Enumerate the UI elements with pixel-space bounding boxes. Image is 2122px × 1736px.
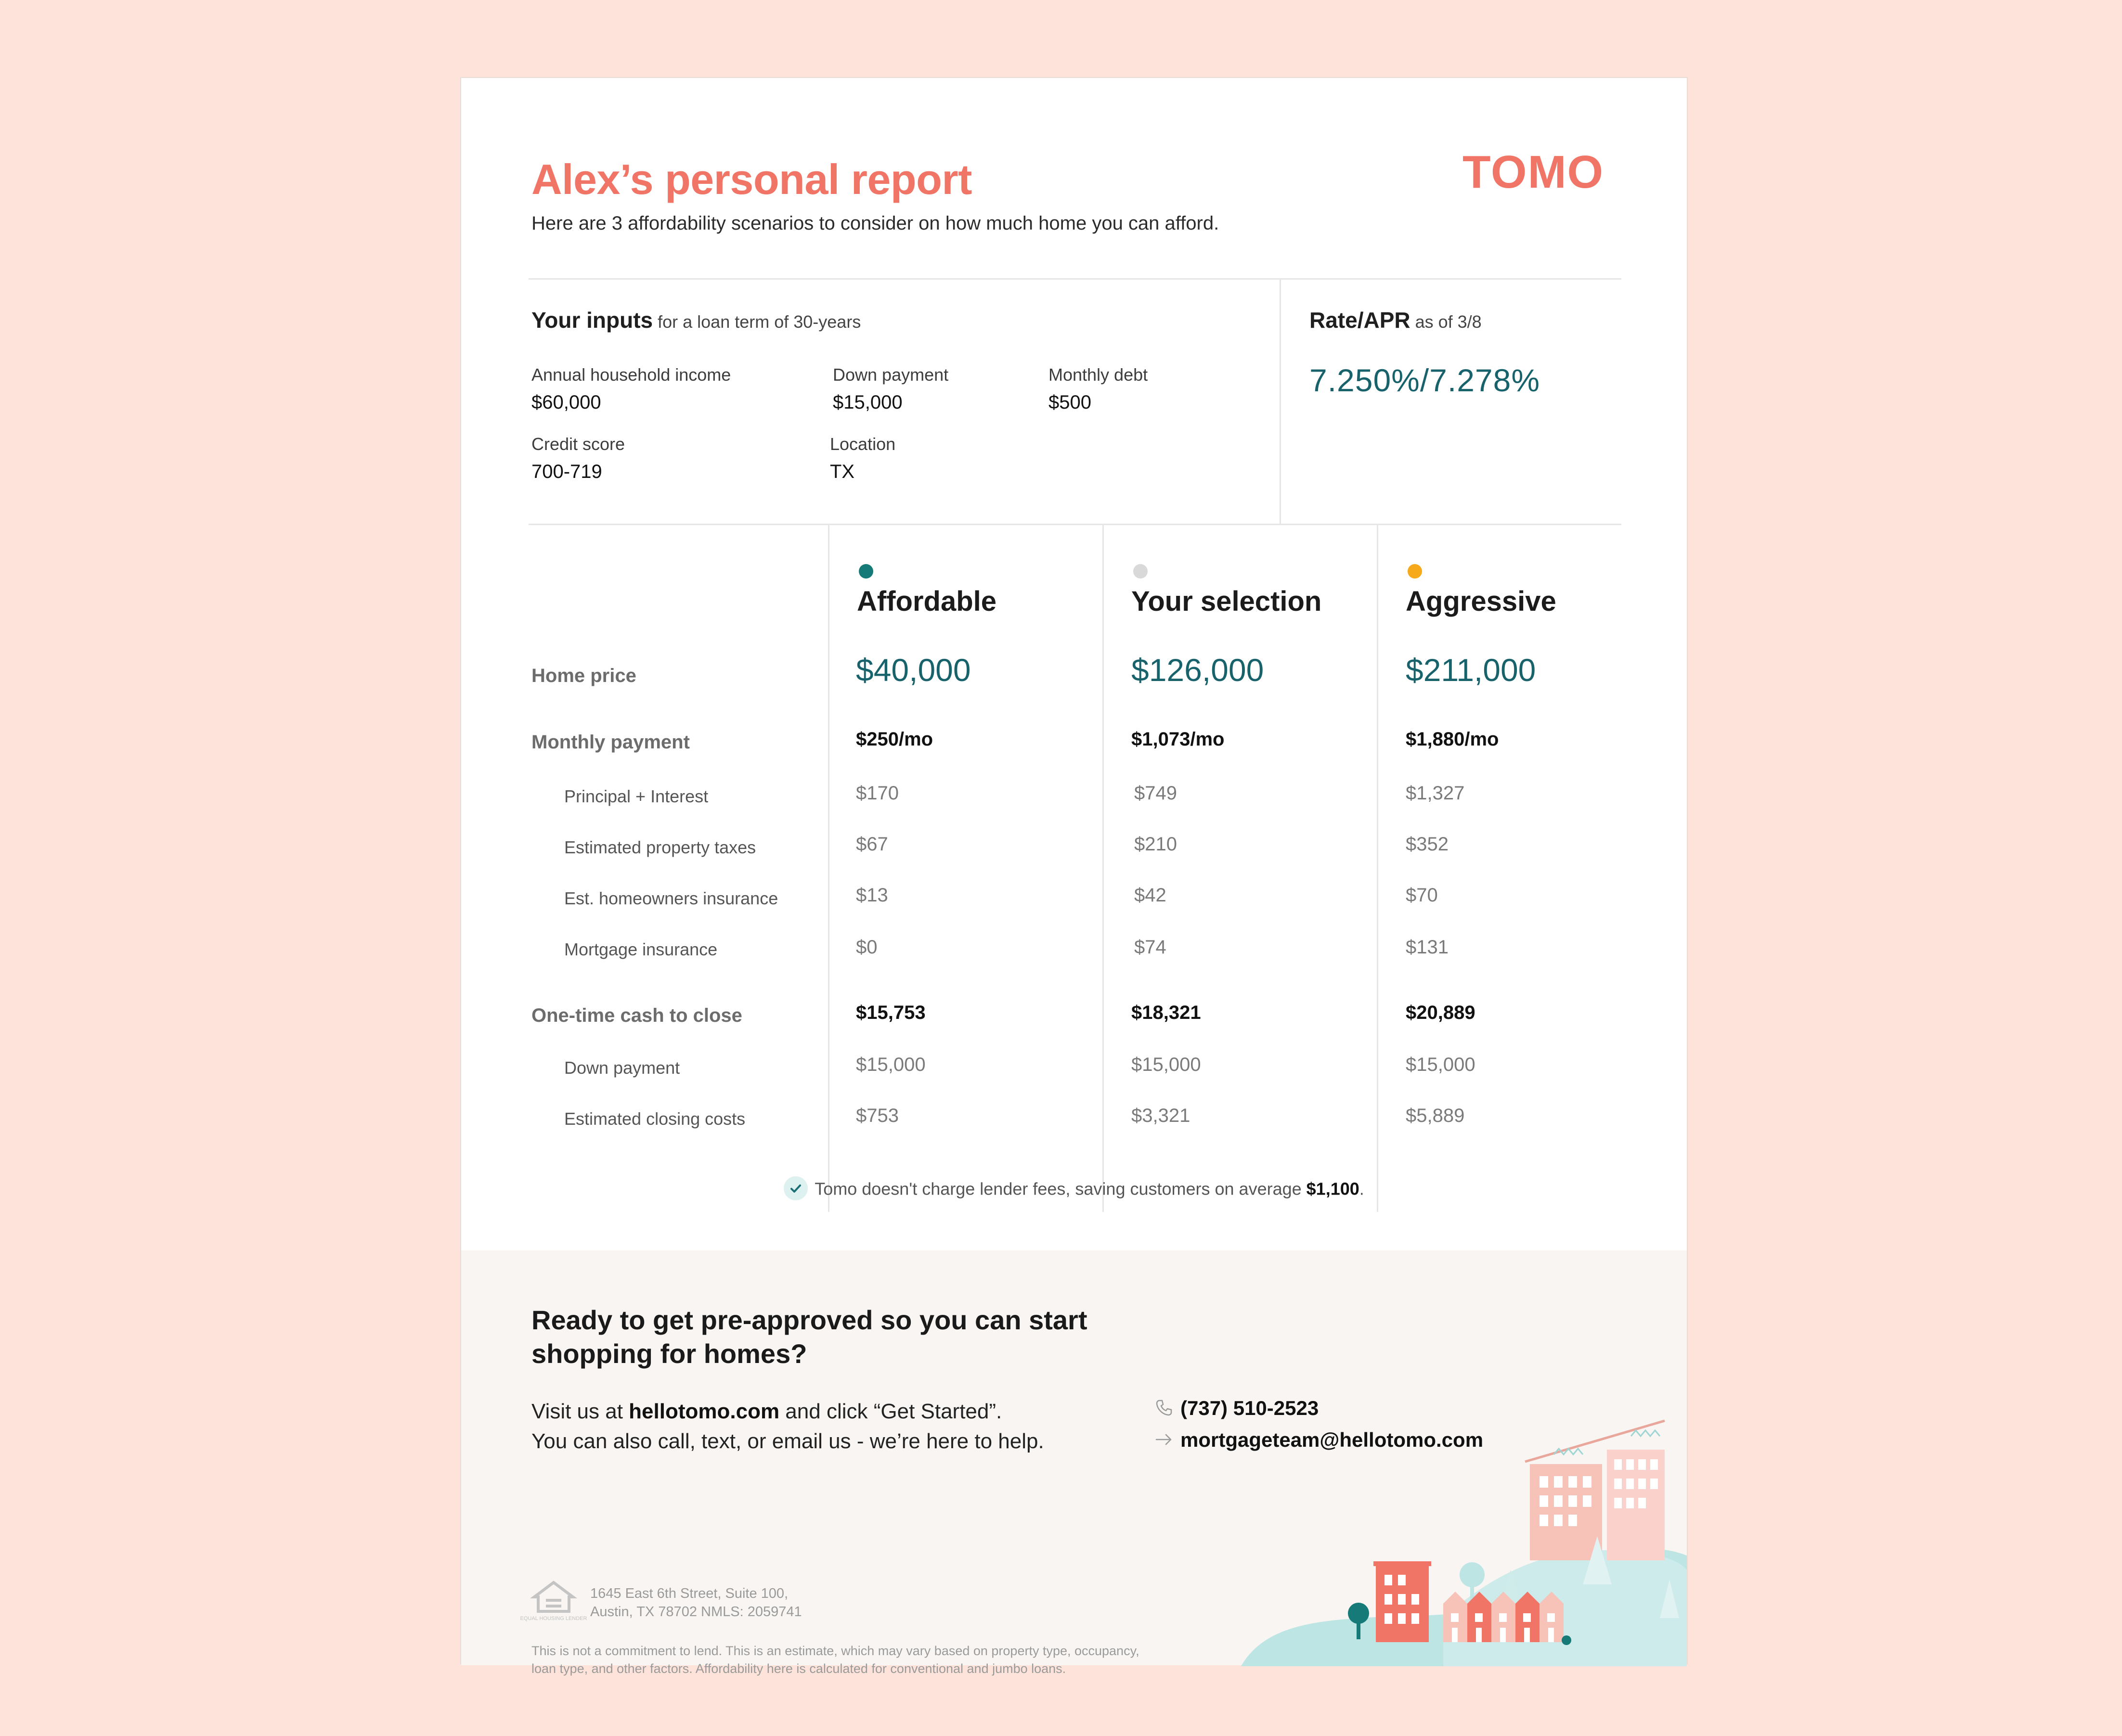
selection-property-taxes: $210: [1134, 834, 1177, 855]
inputs-title: Your inputs: [531, 308, 653, 333]
affordable-property-taxes: $67: [856, 834, 888, 855]
cta-body: [531, 1397, 1181, 1456]
credit-score-value: 700-719: [531, 461, 602, 482]
tomo-logo-mark: [1462, 146, 1621, 198]
income-value: $60,000: [531, 392, 601, 413]
selection-cash-to-close: $18,321: [1131, 1002, 1201, 1023]
rate-heading: [1309, 307, 1482, 333]
website-link[interactable]: hellotomo.com: [629, 1400, 780, 1423]
column-divider: [1102, 525, 1104, 1212]
aggressive-property-taxes: $352: [1406, 834, 1449, 855]
aggressive-monthly-payment: $1,880/mo: [1406, 729, 1499, 750]
help-line: You can also call, text, or email us - we’re here to help.: [531, 1429, 1044, 1453]
equal-housing-lender-logo: [520, 1580, 587, 1630]
aggressive-principal-interest: $1,327: [1406, 783, 1465, 804]
closing-costs-label: Estimated closing costs: [564, 1109, 746, 1129]
divider: [529, 524, 1621, 525]
legal-disclaimer: This is not a commitment to lend. This is an estimate, which may vary based on property type, occupancy, loan type, and other factors. Affordability here is calculated for conventional and jumbo loans.: [531, 1644, 1139, 1676]
affordable-home-price: $40,000: [856, 652, 971, 688]
apartment-building: [1525, 1421, 1665, 1560]
monthly-payment-label: Monthly payment: [531, 732, 690, 753]
loan-term-note: for a loan term of 30-years: [658, 312, 861, 332]
tomo-logo: [1462, 146, 1621, 198]
svg-text:TOMO: TOMO: [1462, 146, 1604, 198]
scenario-selection-title: Your selection: [1131, 586, 1322, 617]
phone-number: (737) 510-2523: [1180, 1397, 1319, 1419]
lender-fee-note: [461, 1178, 1687, 1202]
aggressive-dot: [1408, 564, 1422, 579]
company-address: [590, 1584, 802, 1621]
mortgage-insurance-label: Mortgage insurance: [564, 939, 718, 959]
selection-dot: [1133, 564, 1148, 579]
rate-title: Rate/APR: [1309, 308, 1410, 333]
check-icon: [784, 1176, 808, 1200]
aggressive-down-payment: $15,000: [1406, 1054, 1475, 1075]
scenario-aggressive-title: Aggressive: [1406, 586, 1556, 617]
affordable-monthly-payment: $250/mo: [856, 729, 933, 750]
divider: [529, 278, 1621, 280]
affordable-closing-costs: $753: [856, 1105, 899, 1126]
affordable-cash-to-close: $15,753: [856, 1002, 926, 1023]
selection-monthly-payment: $1,073/mo: [1131, 729, 1225, 750]
note-end: .: [1359, 1179, 1364, 1199]
aggressive-closing-costs: $5,889: [1406, 1105, 1465, 1126]
selection-mortgage-insurance: $74: [1134, 937, 1166, 958]
selection-principal-interest: $749: [1134, 783, 1177, 804]
townhouses: [1443, 1592, 1564, 1642]
note-amount: $1,100: [1306, 1179, 1359, 1199]
credit-score-label: Credit score: [531, 434, 625, 454]
principal-interest-label: Principal + Interest: [564, 786, 709, 806]
column-divider: [828, 525, 829, 1212]
income-label: Annual household income: [531, 365, 731, 385]
scenario-affordable-title: Affordable: [857, 586, 996, 617]
homeowners-insurance-label: Est. homeowners insurance: [564, 888, 778, 908]
cta-title: Ready to get pre-approved so you can start shopping for homes?: [531, 1305, 1087, 1369]
rate-as-of: as of 3/8: [1415, 312, 1482, 332]
inputs-heading: [531, 307, 861, 333]
property-taxes-label: Estimated property taxes: [564, 837, 756, 857]
rate-apr-value: 7.250%/7.278%: [1309, 362, 1540, 398]
neighborhood-illustration: [1241, 1406, 1687, 1669]
note-text: Tomo doesn't charge lender fees, saving customers on average: [815, 1179, 1307, 1199]
affordable-homeowners-insurance: $13: [856, 885, 888, 906]
down-payment-label: Down payment: [833, 365, 949, 385]
affordable-down-payment: $15,000: [856, 1054, 926, 1075]
aggressive-home-price: $211,000: [1406, 652, 1536, 688]
divider-vertical: [1280, 278, 1281, 525]
address-line-2: Austin, TX 78702 NMLS: 2059741: [590, 1604, 802, 1620]
home-price-label: Home price: [531, 665, 636, 686]
address-line-1: 1645 East 6th Street, Suite 100,: [590, 1586, 789, 1601]
monthly-debt-label: Monthly debt: [1048, 365, 1148, 385]
page-subtitle: Here are 3 affordability scenarios to consider on how much home you can afford.: [531, 213, 1219, 234]
affordable-mortgage-insurance: $0: [856, 937, 878, 958]
page-title: Alex’s personal report: [531, 155, 972, 203]
affordable-dot: [859, 564, 873, 579]
selection-down-payment: $15,000: [1131, 1054, 1201, 1075]
location-label: Location: [830, 434, 896, 454]
visit-prefix: Visit us at: [531, 1400, 629, 1423]
selection-home-price: $126,000: [1131, 652, 1264, 688]
down-payment-value: $15,000: [833, 392, 903, 413]
email-address: mortgageteam@hellotomo.com: [1180, 1428, 1484, 1451]
selection-homeowners-insurance: $42: [1134, 885, 1166, 906]
report-card: [460, 77, 1688, 1676]
affordable-principal-interest: $170: [856, 783, 899, 804]
visit-suffix: and click “Get Started”.: [779, 1400, 1002, 1423]
coral-building: [1373, 1561, 1431, 1642]
aggressive-homeowners-insurance: $70: [1406, 885, 1438, 906]
svg-text:EQUAL HOUSING LENDER: EQUAL HOUSING LENDER: [520, 1616, 587, 1621]
visit-line: [531, 1397, 1181, 1427]
monthly-debt-value: $500: [1048, 392, 1091, 413]
down-payment-row-label: Down payment: [564, 1058, 680, 1078]
column-divider: [1377, 525, 1378, 1212]
phone-icon: [1154, 1398, 1174, 1417]
selection-closing-costs: $3,321: [1131, 1105, 1190, 1126]
arrow-right-icon: [1154, 1430, 1174, 1449]
location-value: TX: [830, 461, 855, 482]
aggressive-mortgage-insurance: $131: [1406, 937, 1449, 958]
aggressive-cash-to-close: $20,889: [1406, 1002, 1475, 1023]
cash-to-close-label: One-time cash to close: [531, 1005, 742, 1026]
